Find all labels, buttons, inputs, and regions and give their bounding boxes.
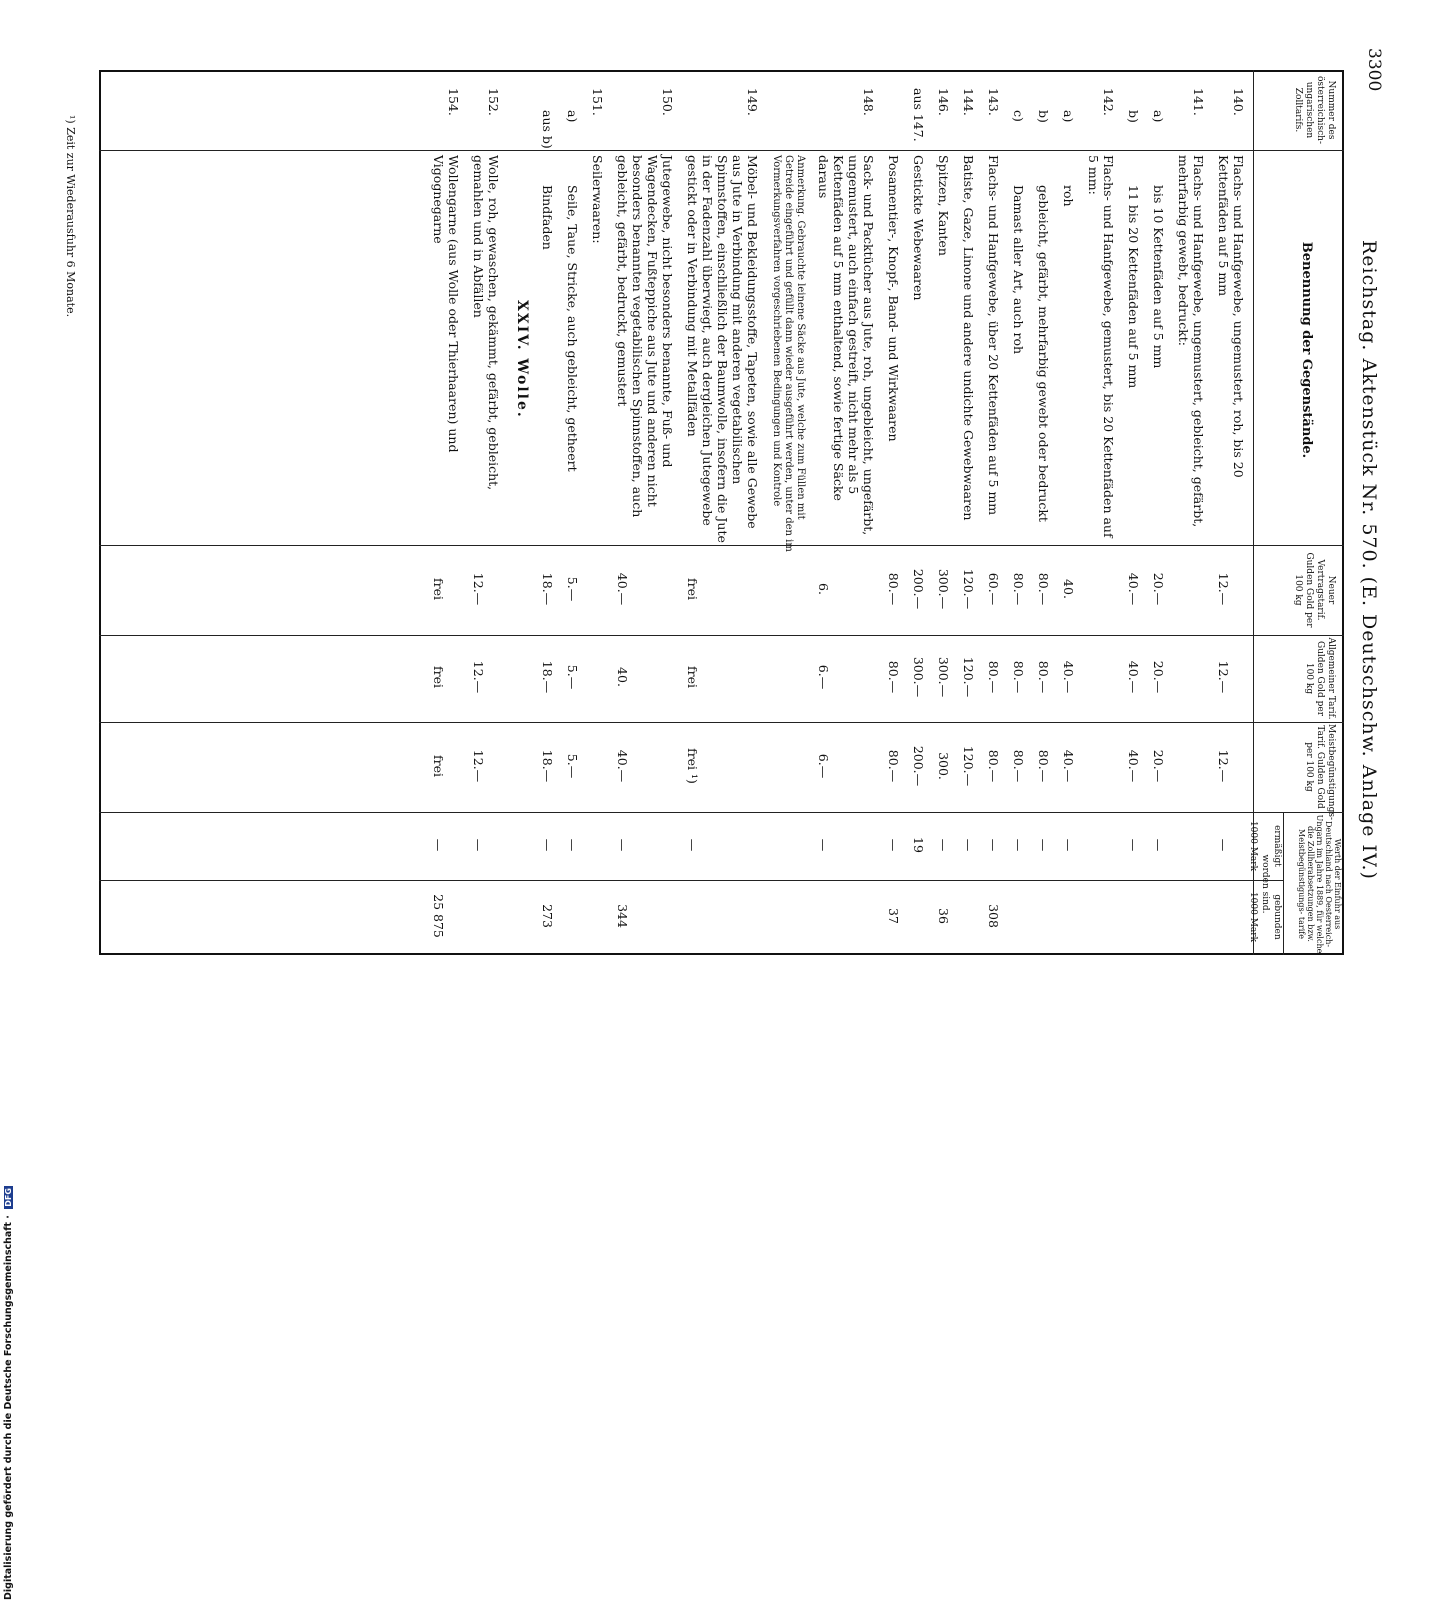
- item-description: Flachs- und Hanfgewebe, ungemustert, roh, bis 20 Kettenfäden auf 5 mm: [1216, 155, 1246, 478]
- value-m1: —: [540, 838, 555, 852]
- col-header-items: Benennung der Gegenstände.: [1299, 241, 1314, 459]
- item-description: roh: [1061, 185, 1076, 207]
- col-header-mfn-tariff: Meistbegünstigungs-Tarif. Gulden Gold per 100 kg: [1304, 724, 1336, 820]
- value-v1: 80.—: [886, 572, 901, 606]
- value-m1: —: [986, 838, 1001, 852]
- value-v1: 18.—: [540, 572, 555, 606]
- item-description: Damast aller Art, auch roh: [1011, 185, 1026, 355]
- value-v3: 300.: [936, 752, 951, 780]
- tariff-number: 149.: [745, 88, 760, 116]
- tariff-number: a): [1061, 110, 1076, 123]
- item-description: gebleicht, gefärbt, mehrfarbig gewebt oder bedruckt: [1036, 185, 1051, 522]
- value-v3: 80.—: [1036, 749, 1051, 783]
- tariff-number: b): [1036, 110, 1051, 123]
- value-v1: 5.—: [565, 576, 580, 602]
- value-v3: 12.—: [471, 749, 486, 783]
- value-v1: 20.—: [1151, 572, 1166, 606]
- tariff-number: 141.: [1191, 88, 1206, 116]
- value-v2: 80.—: [986, 660, 1001, 694]
- value-m2: 344: [615, 904, 630, 928]
- item-description: Bindfaden: [540, 185, 555, 250]
- value-m1: —: [471, 838, 486, 852]
- col-header-number: Nummer des österreichisch-ungarischen Zolltarifs.: [1293, 75, 1336, 144]
- value-m2: 273: [540, 904, 555, 928]
- value-m1: —: [685, 838, 700, 852]
- value-v2: 40.: [615, 667, 630, 687]
- value-m1: —: [1151, 838, 1166, 852]
- value-v1: 200.—: [911, 568, 926, 610]
- value-v3: 120.—: [961, 745, 976, 787]
- item-description: 11 bis 20 Kettenfäden auf 5 mm: [1126, 185, 1141, 389]
- value-v3: 20.—: [1151, 749, 1166, 783]
- value-v3: 12.—: [1216, 749, 1231, 783]
- value-v3: 5.—: [565, 753, 580, 779]
- value-v3: 40.—: [615, 749, 630, 783]
- value-v2: 40.—: [1126, 660, 1141, 694]
- value-m1: —: [1061, 838, 1076, 852]
- value-v2: 6.—: [816, 664, 831, 690]
- value-v2: 12.—: [471, 660, 486, 694]
- section-title: XXIV. Wolle.: [514, 300, 530, 419]
- tariff-number: aus 147.: [911, 88, 926, 142]
- item-description: Flachs- und Hanfgewebe, ungemustert, gebleicht, gefärbt, mehrfarbig gewebt, bedruckt:: [1176, 155, 1206, 528]
- value-m1: —: [1126, 838, 1141, 852]
- item-description: Seile, Taue, Stricke, auch gebleicht, getheert: [565, 185, 580, 472]
- tariff-number: 150.: [660, 88, 675, 116]
- value-m1: —: [936, 838, 951, 852]
- value-m1: —: [816, 838, 831, 852]
- value-v2: 12.—: [1216, 660, 1231, 694]
- item-description: Anmerkung. Gebrauchte leinene Säcke aus Jute, welche zum Füllen mit Getreide eingeführt und gefüllt dann wieder ausgeführt werden, unter den im Vormerkungsverfahren vorgeschriebenen Bedingungen und Kontrole: [771, 155, 806, 552]
- value-v2: 80.—: [1036, 660, 1051, 694]
- value-m2: 308: [986, 904, 1001, 928]
- value-v2: 120.—: [961, 656, 976, 698]
- item-description: Jutegewebe, nicht besonders benannte, Fuß- und Wagendecken, Fußteppiche aus Jute und anderen nicht besonders benannten vegetabilischen Spinnstoffen, auch gebleicht, gefärbt, bedruckt, gemustert: [615, 155, 675, 518]
- value-m2: 37: [886, 908, 901, 924]
- value-v1: 40.: [1061, 579, 1076, 599]
- value-v1: 80.—: [1036, 572, 1051, 606]
- value-v2: frei: [431, 666, 446, 688]
- value-v3: frei: [431, 755, 446, 777]
- tariff-number: 148.: [861, 88, 876, 116]
- credit-text: Digitalisierung gefördert durch die Deutsche Forschungsgemeinschaft · DFG: [3, 1188, 14, 1600]
- value-v3: 200.—: [911, 745, 926, 787]
- value-m1: —: [1216, 838, 1231, 852]
- value-v2: 18.—: [540, 660, 555, 694]
- page-header: Reichstag. Aktenstück Nr. 570. (E. Deutschschw. Anlage IV.): [1358, 240, 1380, 880]
- tariff-number: 140.: [1231, 88, 1246, 116]
- value-v3: 80.—: [986, 749, 1001, 783]
- tariff-number: 144.: [961, 88, 976, 116]
- dfg-logo-icon: DFG: [4, 1188, 13, 1207]
- value-v1: 12.—: [1216, 572, 1231, 606]
- tariff-number: 151.: [590, 88, 605, 116]
- tariff-number: aus b): [540, 110, 555, 149]
- value-v3: 80.—: [1011, 749, 1026, 783]
- value-v2: 40.—: [1061, 660, 1076, 694]
- value-m1: —: [615, 838, 630, 852]
- value-m1: —: [431, 838, 446, 852]
- value-v3: 6.—: [816, 753, 831, 779]
- value-v2: 80.—: [1011, 660, 1026, 694]
- value-m1: —: [1011, 838, 1026, 852]
- col-header-general-tariff: Allgemeiner Tarif. Gulden Gold per 100 kg: [1304, 637, 1336, 720]
- item-description: Posamentier-, Knopf-, Band- und Wirkwaaren: [886, 155, 901, 442]
- tariff-number: 143.: [986, 88, 1001, 116]
- value-v3: 40.—: [1061, 749, 1076, 783]
- rotated-content: 3300 Reichstag. Aktenstück Nr. 570. (E. Deutschschw. Anlage IV.) Nummer des österreichisch-ungarischen Zolltarifs. Benennung der Gegenstände. Neuer Vertragstarif. Gulden Gold per 100 kg Allgemeiner Tarif. Gulden Gold per 100 kg Meistbegünstigungs-Tarif. Gulden Gold per 100 kg Werth der Einfuhr aus Deutschland nach Oesterreich-Ungarn im Jahre 1889, für welche die Zollherabsetzungen bzw. Meistbegünstigungs- tarife ermäßigt gebunden worden sind. 1000 Mark 1000 Mark 140. Flachs- und Hanfgewebe, ungemustert, roh, bis 20 Kettenfäden auf 5 mm 12.— 12.— 12.— — 141. Flachs- und Hanfgewebe, ungemustert, gebleicht, gefärbt, mehrfarbig gewebt, bedruckt: a) bis 10 Kettenfäden auf 5 mm 20.— 20.— 20.— — b) 11 bis 20 Kettenfäden auf 5 mm 40.— 40.— 40.— — 142. Flachs- und Hanfgewebe, gemustert, bis 20 Kettenfäden auf 5 mm: a) roh 40. 40.— 40.— — b) gebleicht, gefärbt, mehrfarbig gewebt oder bedruckt 80.— 80.— 80.— — c) Damast aller Art, auch roh 80.— 80.— 80.— — 143. Flachs- und Hanfgewebe, über 20 Kettenfäden auf 5 mm 60.— 80.— 80.— — 308 144. Batiste, Gaze, Linone und andere undichte Gewebwaaren 120.— 120.— 120.— — 146. Spitzen, Kanten 300.— 300.— 300. — 36 aus 147. Gestickte Webewaaren 200.— 300.— 200.— 19 Posamentier-, Knopf-, Band- und Wirkwaaren 80.— 80.— 80.— — 37 148. Sack- und Packtücher aus Jute, roh, ungebleicht, ungefärbt, ungemustert, auch einfach gestreift, nicht mehr als 5 Kettenfäden auf 5 mm enthaltend, sowie fertige Säcke daraus 6. 6.— 6.— — Anmerkung. Gebrauchte leinene Säcke aus Jute, welche zum Füllen mit Getreide eingeführt und gefüllt dann wieder ausgeführt werden, unter den im Vormerkungsverfahren vorgeschriebenen Bedingungen und Kontrole 149. Möbel- und Bekleidungsstoffe, Tapeten, sowie alle Gewebe aus Jute in Verbindung mit anderen vegetabilischen Spinnstoffen, einschließlich der Baumwolle, insofern die Jute in der Fadenzahl überwiegt, auch dergleichen Jutegewebe gestickt oder in Verbindung mit Metallfäden frei frei frei ¹) — 150. Jutegewebe, nicht besonders benannte, Fuß- und Wagendecken, Fußteppiche aus Jute und anderen nicht besonders benannten vegetabilischen Spinnstoffen, auch gebleicht, gefärbt, bedruckt, gemustert 40.— 40. 40.— — 344 151. Seilerwaaren: a) Seile, Taue, Stricke, auch gebleicht, getheert 5.— 5.— 5.— — aus b) Bindfaden 18.— 18.— 18.— — 273 XXIV. Wolle. 152. Wolle, roh, gewaschen, gekämmt, gefärbt, gebleicht, gemahlen und in Abfällen 12.— 12.— 12.— — 154. Wollengarne (aus Wolle oder Thierhaaren) und Vigognegarne frei frei frei — 25 875 ¹) Zeit zur Wiederausfuhr 6 Monate.: [64, 48, 1384, 954]
- item-description: Flachs- und Hanfgewebe, über 20 Kettenfäden auf 5 mm: [986, 155, 1001, 516]
- tariff-number: 142.: [1101, 88, 1116, 116]
- value-m1: —: [1036, 838, 1051, 852]
- tariff-number: a): [1151, 110, 1166, 123]
- value-m2: 36: [936, 908, 951, 924]
- value-v1: 6.: [816, 583, 831, 595]
- value-v1: 300.—: [936, 568, 951, 610]
- value-v3: 40.—: [1126, 749, 1141, 783]
- value-v1: 60.—: [986, 572, 1001, 606]
- value-m1: 19: [911, 837, 926, 853]
- item-description: Gestickte Webewaaren: [911, 155, 926, 301]
- item-description: Seilerwaaren:: [590, 155, 605, 244]
- tariff-number: 154.: [446, 88, 461, 116]
- tariff-number: 146.: [936, 88, 951, 116]
- item-description: Flachs- und Hanfgewebe, gemustert, bis 20 Kettenfäden auf 5 mm:: [1086, 155, 1116, 538]
- col-header-new-tariff: Neuer Vertragstarif. Gulden Gold per 100 kg: [1293, 552, 1336, 628]
- value-m1: —: [961, 838, 976, 852]
- value-v2: 80.—: [886, 660, 901, 694]
- value-m1: —: [886, 838, 901, 852]
- item-description: Spitzen, Kanten: [936, 155, 951, 256]
- item-description: Wollengarne (aus Wolle oder Thierhaaren) und Vigognegarne: [431, 155, 461, 453]
- item-description: Sack- und Packtücher aus Jute, roh, ungebleicht, ungefärbt, ungemustert, auch einfach gestreift, nicht mehr als 5 Kettenfäden auf 5 mm enthaltend, sowie fertige Säcke daraus: [816, 155, 876, 536]
- page-number: 3300: [1364, 48, 1384, 92]
- value-v2: 20.—: [1151, 660, 1166, 694]
- value-v2: 300.—: [911, 656, 926, 698]
- credit-strip: [0, 610, 20, 1600]
- value-v1: 12.—: [471, 572, 486, 606]
- value-v3: 80.—: [886, 749, 901, 783]
- footnote: ¹) Zeit zur Wiederausfuhr 6 Monate.: [64, 115, 77, 318]
- tariff-number: c): [1011, 110, 1026, 122]
- value-v1: 120.—: [961, 568, 976, 610]
- value-v1: frei: [431, 578, 446, 600]
- item-description: Batiste, Gaze, Linone und andere undichte Gewebwaaren: [961, 155, 976, 521]
- value-v1: 40.—: [1126, 572, 1141, 606]
- tariff-number: a): [565, 110, 580, 123]
- item-description: Möbel- und Bekleidungsstoffe, Tapeten, sowie alle Gewebe aus Jute in Verbindung mit anderen vegetabilischen Spinnstoffen, einschließlich der Baumwolle, insofern die Jute in der Fadenzahl überwiegt, auch dergleichen Jutegewebe gestickt oder in Verbindung mit Metallfäden: [685, 155, 760, 543]
- tariff-number: 152.: [486, 88, 501, 116]
- value-v1: 80.—: [1011, 572, 1026, 606]
- value-v2: 5.—: [565, 664, 580, 690]
- item-description: Wolle, roh, gewaschen, gekämmt, gefärbt, gebleicht, gemahlen und in Abfällen: [471, 155, 501, 491]
- value-v2: 300.—: [936, 656, 951, 698]
- tariff-number: b): [1126, 110, 1141, 123]
- item-description: bis 10 Kettenfäden auf 5 mm: [1151, 185, 1166, 369]
- value-v1: 40.—: [615, 572, 630, 606]
- value-m1: —: [565, 838, 580, 852]
- value-v1: frei: [685, 578, 700, 600]
- col-header-import-value: Werth der Einfuhr aus Deutschland nach Oesterreich-Ungarn im Jahre 1889, für welche die Zollherabsetzungen bzw. Meistbegünstigungs- tarife: [1297, 814, 1342, 954]
- value-v3: frei ¹): [685, 748, 700, 784]
- value-v3: 18.—: [540, 749, 555, 783]
- value-v2: frei: [685, 666, 700, 688]
- value-m2: 25 875: [431, 894, 446, 938]
